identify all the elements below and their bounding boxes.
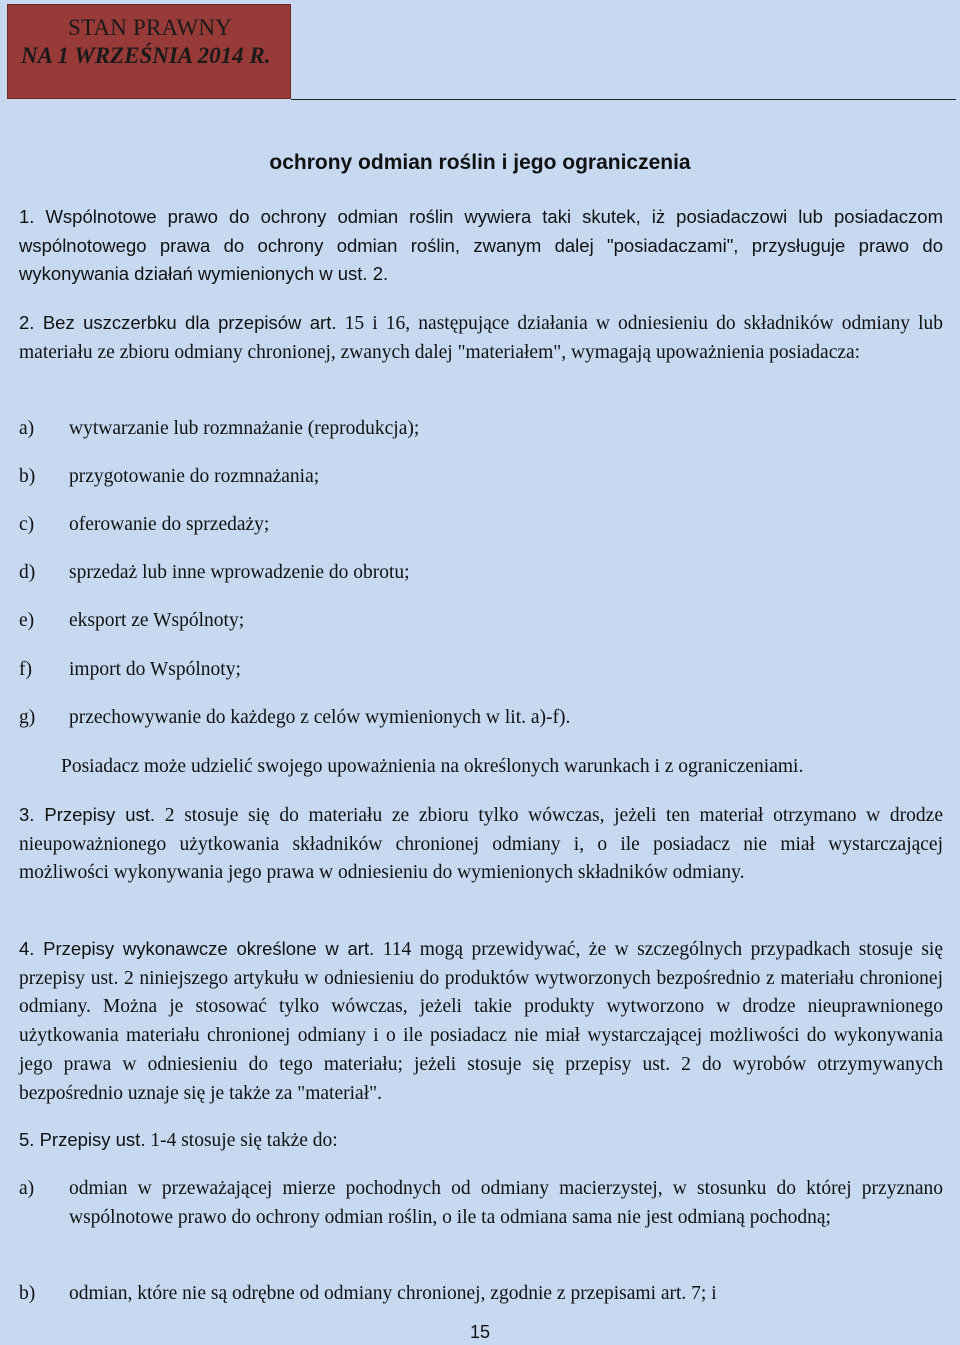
list-marker: d) bbox=[19, 562, 36, 583]
list-item bbox=[19, 463, 943, 492]
list-text: odmian, które nie są odrębne od odmiany chronionej, zgodnie z przepisami art. 7; i bbox=[69, 1283, 717, 1304]
paragraph-1: 1. Wspólnotowe prawo do ochrony odmian roślin wywiera taki skutek, iż posiadaczowi lub posiadaczom wspólnotowego prawa do ochrony odmian roślin, zwanym dalej "posiadaczami", przysługuje prawo do wykonywania działań wymienionych w ust. 2. bbox=[19, 206, 943, 285]
paragraph-2-lead: 2. Bez uszczerbku dla przepisów art. bbox=[19, 312, 337, 333]
list-text: przygotowanie do rozmnażania; bbox=[69, 466, 320, 487]
list-text: wytwarzanie lub rozmnażanie (reprodukcja); bbox=[69, 418, 420, 439]
list-item bbox=[19, 1175, 943, 1232]
page-number: 15 bbox=[469, 1322, 491, 1342]
list-text: sprzedaż lub inne wprowadzenie do obrotu; bbox=[69, 562, 410, 583]
list-text: przechowywanie do każdego z celów wymienionych w lit. a)-f). bbox=[69, 707, 571, 728]
list-item bbox=[19, 559, 943, 588]
list-marker: c) bbox=[19, 514, 35, 535]
paragraph-3 bbox=[19, 801, 943, 888]
list-text: import do Wspólnoty; bbox=[69, 659, 241, 680]
paragraph-5-lead: 5. Przepisy ust. bbox=[19, 1129, 146, 1150]
list-text: eksport ze Wspólnoty; bbox=[69, 610, 245, 631]
paragraph-4-rest: 114 mogą przewidywać, że w szczególnych przypadkach stosuje się przepisy ust. 2 niniejszego artykułu w odniesieniu do produktów wytworzonych bezpośrednio z materiału chronionej odmiany. Można je stosować tylko wówczas, jeżeli takie produkty wytworzono w drodze nieuprawnionego użytkowania materiału chronionej odmiany i o ile posiadacz nie miał wystarczającej możliwości do wykonywania jego prawa w odniesieniu do tego materiału; jeżeli stosuje się przepisy ust. 2 do wyrobów otrzymywanych bezpośrednio uznaje się je także za "materiał". bbox=[19, 939, 944, 1104]
paragraph-4 bbox=[19, 935, 943, 1108]
paragraph-5 bbox=[19, 1126, 943, 1156]
list-marker: a) bbox=[19, 1178, 35, 1199]
paragraph-3-lead: 3. Przepisy ust. bbox=[19, 804, 156, 825]
list-marker: g) bbox=[19, 707, 36, 728]
list-item bbox=[19, 511, 943, 540]
holder-note: Posiadacz może udzielić swojego upoważnienia na określonych warunkach i z ograniczeniami. bbox=[61, 756, 804, 777]
paragraph-2-rest: 15 i 16, następujące działania w odniesieniu do składników odmiany lub materiału ze zbioru odmiany chronionej, zwanych dalej "materiałem", wymagają upoważnienia posiadacza: bbox=[19, 313, 944, 363]
list-marker: e) bbox=[19, 610, 35, 631]
header-rule bbox=[291, 99, 956, 100]
list-item bbox=[19, 656, 943, 685]
list-marker: b) bbox=[19, 466, 36, 487]
status-banner bbox=[7, 4, 291, 99]
paragraph-3-rest: 2 stosuje się do materiału ze zbioru tylko wówczas, jeżeli ten materiał otrzymano w drodze nieupoważnionego użytkowania składników chronionej odmiany i, o ile posiadacz nie miał wystarczającej możliwości wykonywania jego prawa w odniesieniu do wymienionych składników odmiany. bbox=[19, 805, 943, 884]
list-marker: b) bbox=[19, 1283, 36, 1304]
section-title: ochrony odmian roślin i jego ograniczenia bbox=[269, 151, 691, 174]
list-item bbox=[19, 704, 943, 733]
list-text: odmian w przeważającej mierze pochodnych od odmiany macierzystej, w stosunku do której przyznano wspólnotowe prawo do ochrony odmian roślin, o ile ta odmiana sama nie jest odmianą pochodną; bbox=[69, 1178, 943, 1228]
paragraph-4-lead: 4. Przepisy wykonawcze określone w art. bbox=[19, 938, 375, 959]
banner-line-1: STAN PRAWNY bbox=[68, 15, 232, 40]
list-item bbox=[19, 1280, 943, 1309]
list-text: oferowanie do sprzedaży; bbox=[69, 514, 270, 535]
list-marker: a) bbox=[19, 418, 35, 439]
banner-line-2: NA 1 WRZEŚNIA 2014 R. bbox=[21, 43, 271, 68]
list-marker: f) bbox=[19, 659, 32, 680]
paragraph-5-rest: 1-4 stosuje się także do: bbox=[145, 1130, 338, 1151]
list-item bbox=[19, 607, 943, 636]
list-item bbox=[19, 415, 943, 444]
paragraph-2 bbox=[19, 309, 943, 367]
